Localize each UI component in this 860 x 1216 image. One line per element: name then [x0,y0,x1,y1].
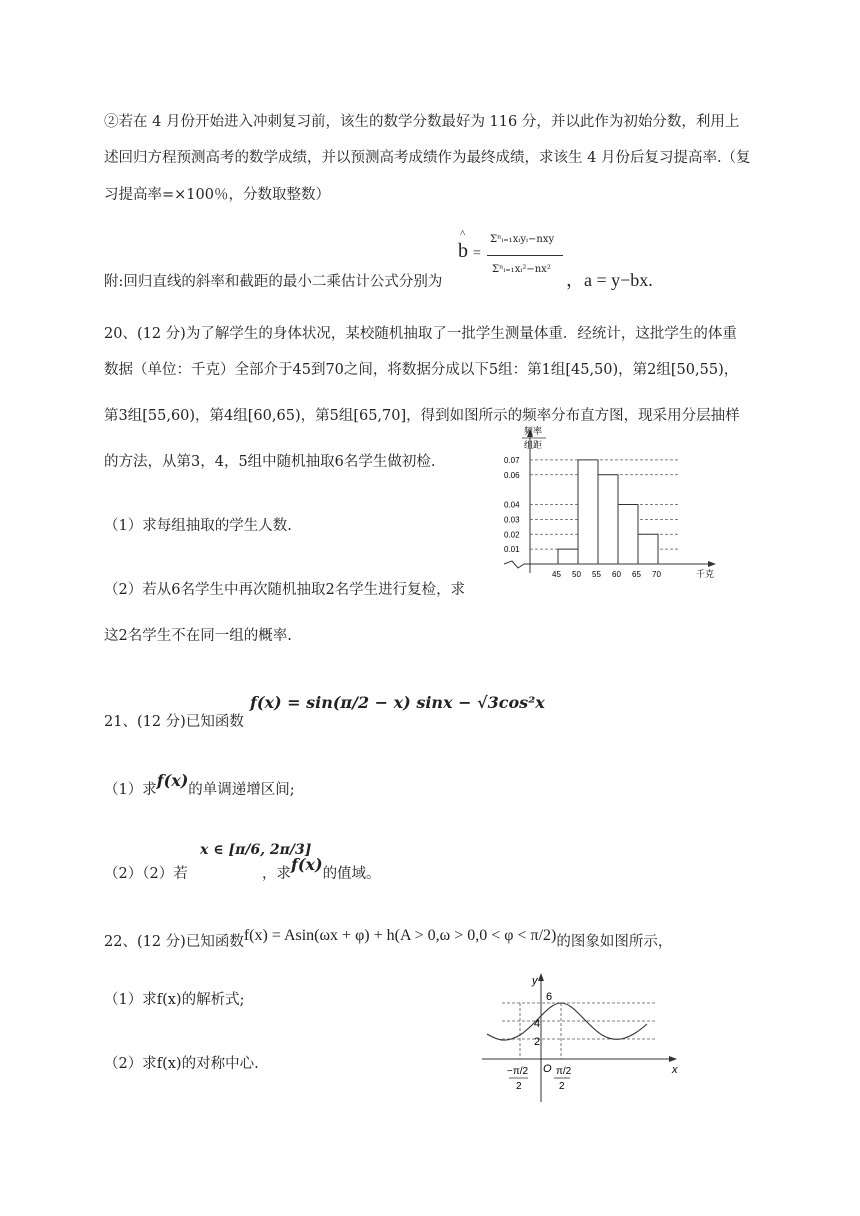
x-axis-arrow [708,561,716,567]
y-tick-label-3: 0.04 [504,500,520,510]
q22-stem-line [104,927,673,951]
graph-y-arrow [538,973,544,981]
q21-part2-fx: f(x) [291,855,323,874]
q21-part2-suffix: 的值域。 [322,866,381,882]
hist-bar-3 [618,505,638,565]
x-tick-label-4: 65 [632,570,641,579]
q20-line-1: 20、(12 分)为了解学生的身体状况，某校随机抽取了一批学生测量体重．经统计，这批学生的体重 [104,326,737,342]
graph-x-pos-pi2: π/2 [556,1066,572,1077]
q22-stem-suffix: 的图象如图所示， [556,934,673,950]
q20-part-2b: 这2名学生不在同一组的概率. [104,628,292,644]
q21-part-1 [104,771,295,799]
q21-part1-fx: f(x) [156,771,189,790]
graph-y4: 4 [534,1018,541,1030]
graph-x-label: x [672,1064,678,1076]
y-label-top: 频率 [524,426,543,436]
x-axis-label: 千克 [696,569,715,579]
sine-graph [462,970,687,1105]
graph-x-arrow [669,1056,677,1062]
formula-denominator: Σⁿᵢ₌₁xᵢ²−nx² [492,264,551,275]
a-hat-formula: ，a = y−bx. [566,270,653,290]
graph-y2: 2 [534,1036,541,1048]
q21-part1-suffix: 的单调递增区间; [188,782,295,798]
q21-formula: f(x) = sin(π/2 − x) sinx − √3cos²x [250,693,545,712]
graph-y6: 6 [546,991,553,1003]
sine-curve [487,1003,647,1040]
hist-bar-4 [638,534,658,564]
y-label-bottom: 组距 [524,440,543,450]
y-tick-label-1: 0.02 [504,530,520,540]
fraction-bar [487,255,563,256]
q21-part-2 [104,862,188,883]
appendix-label: 附:回归直线的斜率和截距的最小二乘估计公式分别为 [104,274,443,290]
axis-break-mark [504,561,530,568]
q20-line-4: 的方法，从第3，4，5组中随机抽取6名学生做初检. [104,454,436,470]
q20-part-2a: （2）若从6名学生中再次随机抽取2名学生进行复检，求 [104,582,466,598]
graph-x-neg-denominator: 2 [516,1081,522,1092]
q20-part-1: （1）求每组抽取的学生人数. [104,518,292,534]
q21-part2-tail [262,855,381,883]
x-tick-label-0: 45 [552,570,561,579]
q19-line-2: 述回归方程预测高考的数学成绩，并以预测高考成绩作为最终成绩，求该生 4 月份后复习提高率.（复 [104,150,751,166]
q21-part1-prefix: （1）求 [104,782,157,798]
q21-stem: 21、(12 分)已知函数 [104,714,244,730]
graph-x-pos-denominator: 2 [559,1081,565,1092]
q22-formula: f(x) = Asin(ωx + φ) + h(A > 0,ω > 0,0 < φ < π/2) [243,927,557,944]
q20-line-3: 第3组[55,60)，第4组[60,65)，第5组[65,70]，得到如图所示的频率分布直方图，现采用分层抽样 [104,408,740,424]
q20-line-2: 数据（单位：千克）全部介于45到70之间，将数据分成以下5组：第1组[45,50)，第2组[50,55)， [104,362,739,378]
hist-bar-2 [598,475,618,564]
q21-part2-mid: ，求 [262,866,291,882]
graph-origin: O [543,1063,552,1075]
q19-line-3: 习提高率=×100％，分数取整数） [104,187,330,203]
y-tick-label-5: 0.07 [504,455,520,465]
hist-bar-1 [578,460,598,564]
y-tick-label-2: 0.03 [504,515,520,525]
q22-part-2: （2）求f(x)的对称中心. [104,1056,259,1072]
q22-stem: 22、(12 分)已知函数 [104,934,244,950]
q21-part2-domain: x ∈ [π/6, 2π/3] [200,842,312,858]
x-tick-label-2: 55 [592,570,601,579]
graph-x-neg-pi2: −π/2 [507,1066,529,1077]
q21-part2-prefix: （2）（2）若 [104,866,188,882]
b-hat: ^ b = [458,228,481,262]
x-tick-label-3: 60 [612,570,621,579]
frequency-histogram [500,425,725,585]
y-tick-label-0: 0.01 [504,545,520,555]
graph-y-label: y [532,975,538,987]
y-tick-label-4: 0.06 [504,470,520,480]
formula-numerator: Σⁿᵢ₌₁xᵢyᵢ−nxy [490,234,555,245]
q19-line-1: ②若在 4 月份开始进入冲刺复习前，该生的数学分数最好为 116 分，并以此作为初始分数，利用上 [104,114,740,130]
q22-part-1: （1）求f(x)的解析式; [104,992,245,1008]
hist-bar-0 [558,549,578,564]
x-tick-label-1: 50 [572,570,581,579]
x-tick-label-5: 70 [652,570,661,579]
